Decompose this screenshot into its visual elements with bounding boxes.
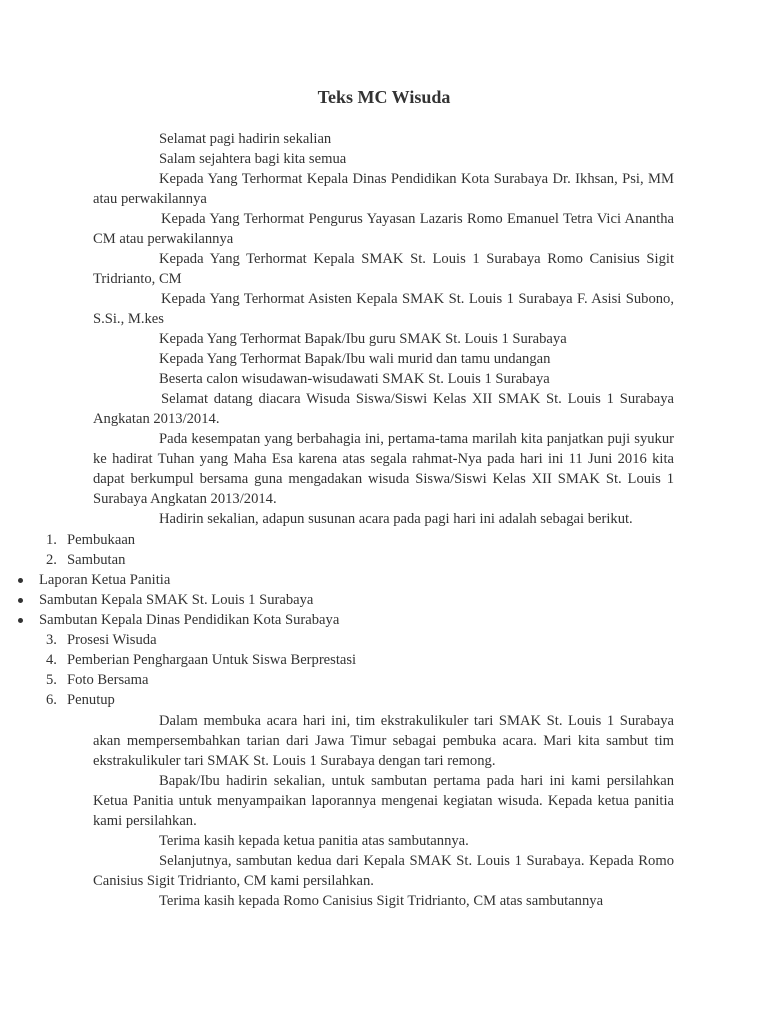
agenda-subitem-text: Sambutan Kepala SMAK St. Louis 1 Surabaya (39, 592, 314, 608)
closing-paragraph: Dalam membuka acara hari ini, tim ekstrakulikuler tari SMAK St. Louis 1 Surabaya akan mempersembahkan tarian dari Jawa Timur sebagai pembuka acara. Mari kita sambut tim ekstrakulikuler tari SMAK St. Louis 1 Surabaya dengan tari remong. (93, 713, 674, 769)
closing-paragraph: Terima kasih kepada Romo Canisius Sigit Tridrianto, CM atas sambutannya (159, 893, 604, 909)
agenda-item (0, 650, 768, 670)
agenda-item-number: 6. (46, 692, 57, 708)
agenda-item-text: Foto Bersama (67, 672, 149, 688)
agenda-item-text: Pemberian Penghargaan Untuk Siswa Berprestasi (67, 652, 357, 668)
agenda-item-text: Penutup (67, 692, 115, 708)
agenda-item-number: 5. (46, 672, 57, 688)
agenda-subitem-text: Sambutan Kepala Dinas Pendidikan Kota Surabaya (39, 612, 340, 628)
agenda-item-number: 4. (46, 652, 57, 668)
agenda-subitem (0, 590, 768, 610)
agenda-item (0, 670, 768, 690)
agenda-item (0, 550, 768, 570)
salutation-block (93, 129, 674, 529)
closing-paragraph: Bapak/Ibu hadirin sekalian, untuk sambutan pertama pada hari ini kami persilahkan Ketua Panitia untuk menyampaikan laporannya mengenai kegiatan wisuda. Kepada ketua panitia kami persilahkan. (93, 773, 674, 829)
agenda-item-number: 2. (46, 552, 57, 568)
closing-paragraph: Selanjutnya, sambutan kedua dari Kepala SMAK St. Louis 1 Surabaya. Kepada Romo Canisius Sigit Tridrianto, CM kami persilahkan. (93, 853, 674, 889)
welcome-line: Selamat datang diacara Wisuda Siswa/Siswi Kelas XII SMAK St. Louis 1 Surabaya Angkatan 2013/2014. (93, 391, 674, 427)
salutation-line: Kepada Yang Terhormat Bapak/Ibu wali murid dan tamu undangan (159, 351, 551, 367)
salutation-line: Beserta calon wisudawan-wisudawati SMAK St. Louis 1 Surabaya (159, 371, 550, 387)
agenda-intro: Hadirin sekalian, adapun susunan acara pada pagi hari ini adalah sebagai berikut. (159, 511, 633, 527)
agenda-list (0, 530, 768, 710)
salutation-line: Kepada Yang Terhormat Bapak/Ibu guru SMAK St. Louis 1 Surabaya (159, 331, 567, 347)
agenda-item-text: Pembukaan (67, 532, 136, 548)
salutation-line: Salam sejahtera bagi kita semua (159, 151, 347, 167)
document-title: Teks MC Wisuda (317, 87, 451, 107)
agenda-item (0, 530, 768, 550)
bullet-icon (18, 618, 23, 623)
salutation-line: Kepada Yang Terhormat Asisten Kepala SMAK St. Louis 1 Surabaya F. Asisi Subono, S.Si., M.kes (93, 291, 674, 327)
closing-block (93, 711, 674, 911)
salutation-line: Kepada Yang Terhormat Kepala SMAK St. Louis 1 Surabaya Romo Canisius Sigit Tridrianto, CM (93, 251, 674, 287)
bullet-icon (18, 578, 23, 583)
agenda-subitem (0, 610, 768, 630)
agenda-item-text: Prosesi Wisuda (67, 632, 157, 648)
closing-paragraph: Terima kasih kepada ketua panitia atas sambutannya. (159, 833, 469, 849)
agenda-item-number: 1. (46, 532, 57, 548)
intro-paragraph: Pada kesempatan yang berbahagia ini, pertama-tama marilah kita panjatkan puji syukur ke hadirat Tuhan yang Maha Esa karena atas segala rahmat-Nya pada hari ini 11 Juni 2016 kita dapat berkumpul bersama guna mengadakan wisuda Siswa/Siswi Kelas XII SMAK St. Louis 1 Surabaya Angkatan 2013/2014. (93, 431, 674, 507)
agenda-subitem-text: Laporan Ketua Panitia (39, 572, 171, 588)
agenda-item (0, 630, 768, 650)
salutation-line: Kepada Yang Terhormat Pengurus Yayasan Lazaris Romo Emanuel Tetra Vici Anantha CM atau perwakilannya (93, 211, 674, 247)
salutation-line: Kepada Yang Terhormat Kepala Dinas Pendidikan Kota Surabaya Dr. Ikhsan, Psi, MM atau perwakilannya (93, 171, 674, 207)
bullet-icon (18, 598, 23, 603)
agenda-subitem (0, 570, 768, 590)
agenda-item (0, 690, 768, 710)
salutation-line: Selamat pagi hadirin sekalian (159, 131, 332, 147)
agenda-item-number: 3. (46, 632, 57, 648)
agenda-item-text: Sambutan (67, 552, 126, 568)
